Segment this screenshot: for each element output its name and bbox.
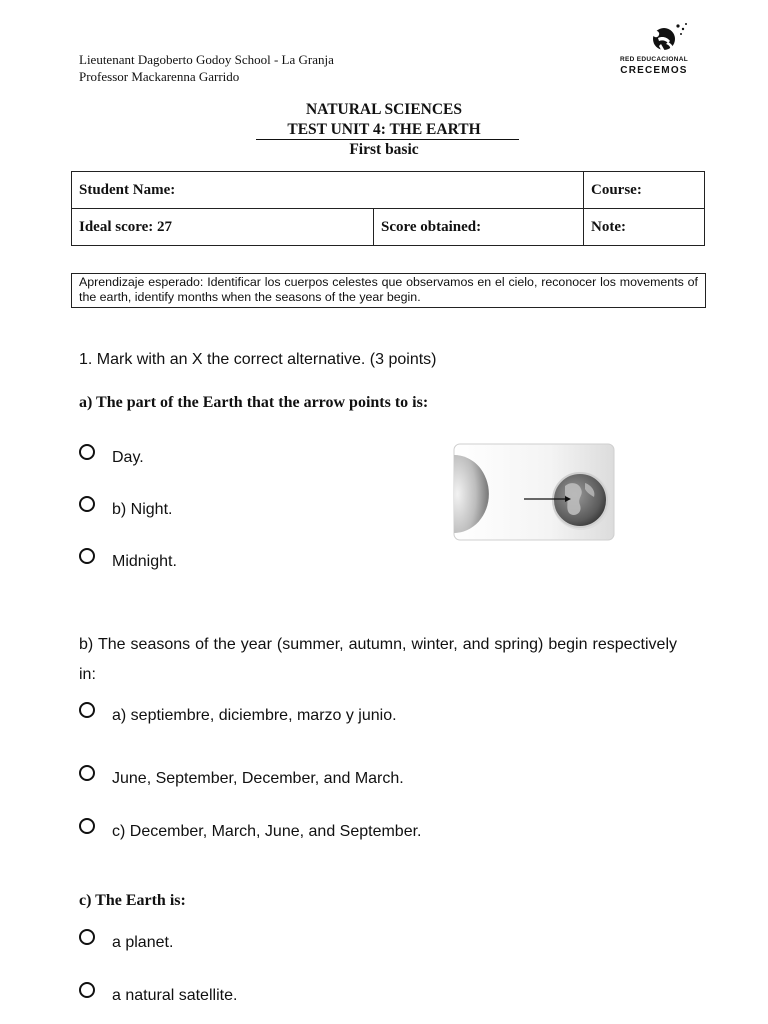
radio-circle-icon[interactable] bbox=[79, 496, 95, 512]
crecemos-logo bbox=[612, 22, 696, 80]
subject-title: NATURAL SCIENCES bbox=[305, 101, 463, 118]
question-c-prompt: c) The Earth is: bbox=[79, 892, 186, 909]
grade-title: First basic bbox=[349, 141, 419, 158]
school-name: Lieutenant Dagoberto Godoy School - La Granja bbox=[79, 52, 334, 67]
score-obtained-label: Score obtained: bbox=[381, 218, 482, 235]
student-name-field[interactable] bbox=[72, 172, 584, 209]
score-obtained-field[interactable] bbox=[374, 209, 584, 246]
question-a-prompt: a) The part of the Earth that the arrow points to is: bbox=[79, 394, 429, 411]
student-info-table bbox=[71, 171, 705, 246]
option-label: June, September, December, and March. bbox=[112, 770, 404, 787]
option-label: c) December, March, June, and September. bbox=[112, 823, 422, 840]
option-label: a) septiembre, diciembre, marzo y junio. bbox=[112, 707, 397, 724]
option-label: Day. bbox=[112, 449, 144, 466]
radio-circle-icon[interactable] bbox=[79, 548, 95, 564]
radio-circle-icon[interactable] bbox=[79, 702, 95, 718]
professor-name: Professor Mackarenna Garrido bbox=[79, 69, 240, 84]
ideal-score-label: Ideal score: 27 bbox=[79, 218, 173, 235]
course-field[interactable] bbox=[584, 172, 705, 209]
logo-title: CRECEMOS bbox=[620, 65, 688, 76]
radio-circle-icon[interactable] bbox=[79, 765, 95, 781]
option-label: Midnight. bbox=[112, 553, 177, 570]
radio-circle-icon[interactable] bbox=[79, 982, 95, 998]
note-label: Note: bbox=[591, 218, 626, 235]
radio-circle-icon[interactable] bbox=[79, 818, 95, 834]
test-title: TEST UNIT 4: THE EARTH bbox=[287, 121, 481, 138]
course-label: Course: bbox=[591, 181, 642, 198]
logo-subtitle: RED EDUCACIONAL bbox=[619, 56, 689, 63]
radio-circle-icon[interactable] bbox=[79, 929, 95, 945]
ideal-score-cell bbox=[72, 209, 374, 246]
option-label: a natural satellite. bbox=[112, 987, 238, 1004]
option-label: a planet. bbox=[112, 934, 174, 951]
radio-circle-icon[interactable] bbox=[79, 444, 95, 460]
learning-goal-box: Aprendizaje esperado: Identificar los cuerpos celestes que observamos en el cielo, reconocer los movements of the earth, identify months when the seasons of the year begin. bbox=[71, 273, 706, 308]
question-1-instruction: 1. Mark with an X the correct alternative. (3 points) bbox=[79, 351, 437, 368]
student-name-label: Student Name: bbox=[79, 181, 176, 198]
sun-earth-figure bbox=[453, 443, 616, 542]
option-label: b) Night. bbox=[112, 501, 173, 518]
runner-logo-icon bbox=[612, 22, 696, 58]
question-b-prompt: b) The seasons of the year (summer, autumn, winter, and spring) begin respectively in: bbox=[79, 636, 677, 683]
note-field[interactable] bbox=[584, 209, 705, 246]
